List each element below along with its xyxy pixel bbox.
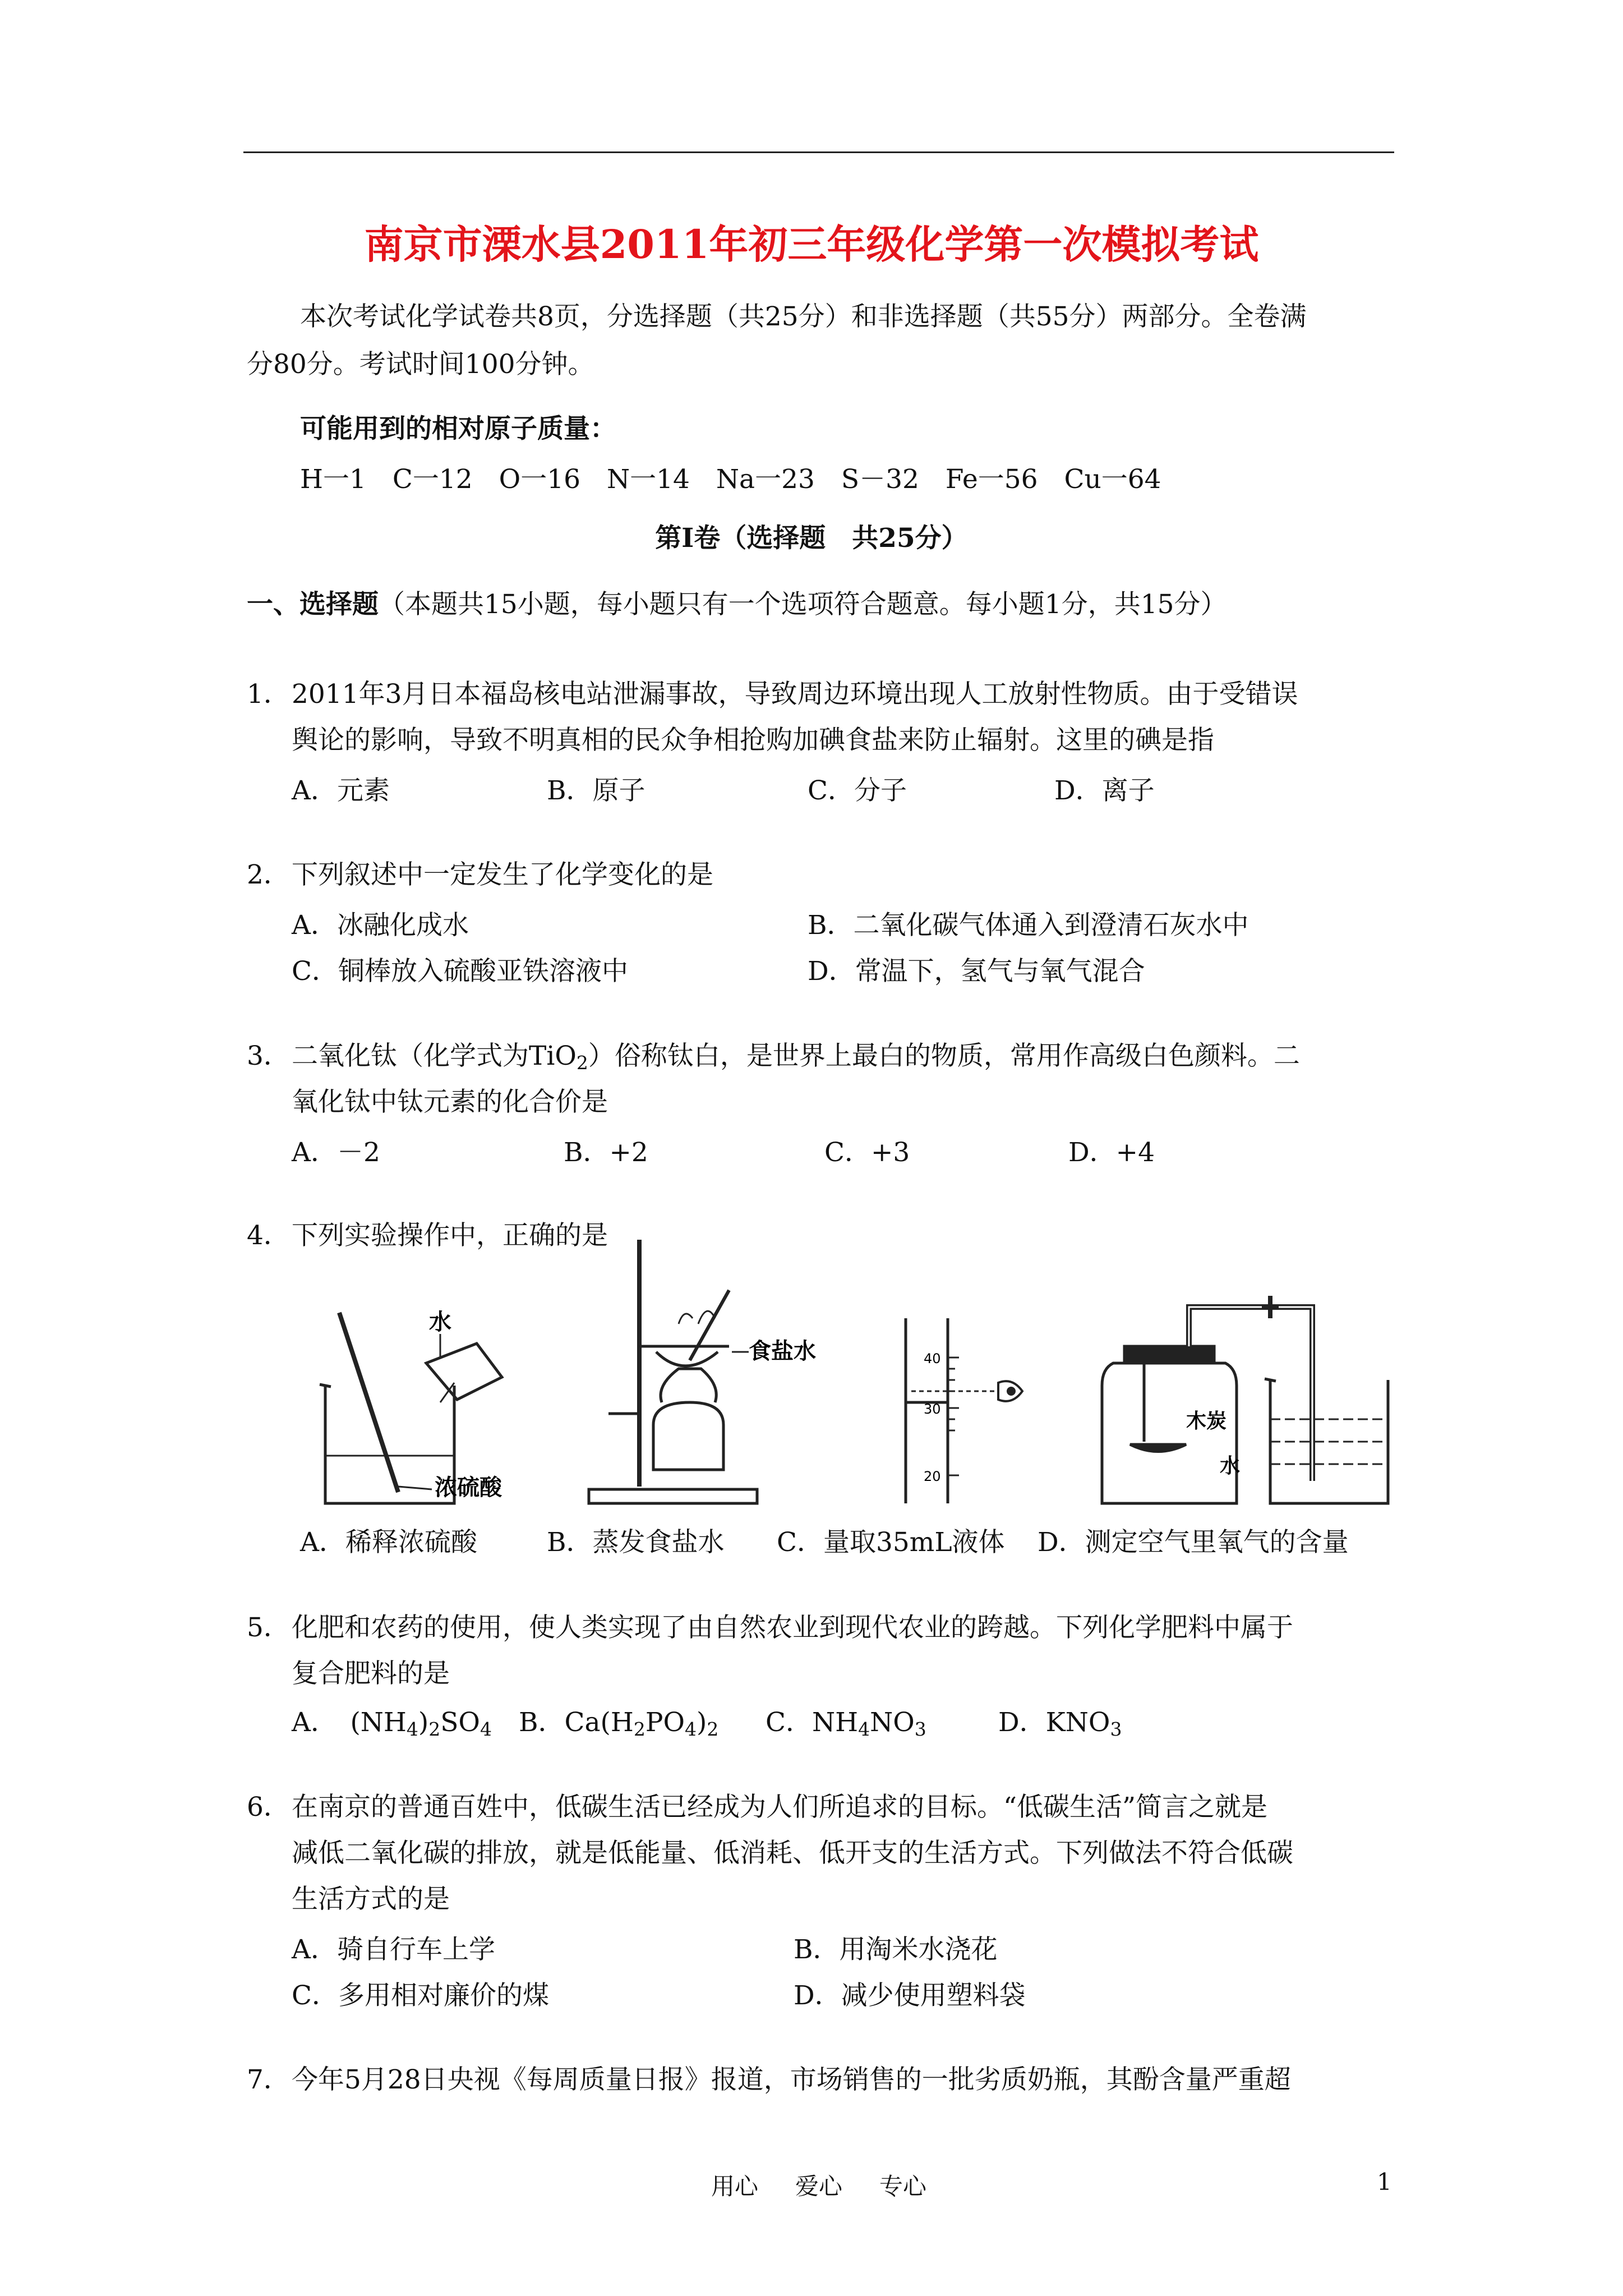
q6-line-3: 生活方式的是	[292, 1884, 450, 1915]
part1-title: 第Ⅰ卷（选择题 共25分）	[655, 523, 968, 554]
intro-line-1: 本次考试化学试卷共8页，分选择题（共25分）和非选择题（共55分）两部分。全卷满	[300, 301, 1307, 332]
q3-line-1-b: ）俗称钛白，是世界上最白的物质，常用作高级白色颜料。二	[588, 1041, 1300, 1071]
q6-line-1: 在南京的普通百姓中，低碳生活已经成为人们所追求的目标。“低碳生活”简言之就是	[292, 1792, 1268, 1823]
q4-option-c: C．量取35mL液体	[777, 1527, 1005, 1558]
footer-motto-2: 爱心	[795, 2173, 843, 2200]
q6-option-b: B．用淘米水浇花	[794, 1934, 998, 1965]
q3-line-1-a: 二氧化钛（化学式为TiO	[292, 1041, 577, 1071]
q1-option-b: B．原子	[547, 775, 645, 806]
q5-option-b: B．$Ca(H_2PO_4)_2$	[519, 1707, 719, 1740]
q3-line-1	[292, 1039, 1300, 1080]
q2-option-d: D．常温下，氢气与氧气混合	[808, 956, 1145, 987]
q4-number: 4．	[247, 1220, 290, 1251]
q5-option-c: C．$NH_4NO_3$	[766, 1707, 926, 1740]
fig-b-brine-label: 食盐水	[749, 1338, 816, 1364]
q5-line-1: 化肥和农药的使用，使人类实现了由自然农业到现代农业的跨越。下列化学肥料中属于	[292, 1612, 1293, 1643]
q2-option-c: C．铜棒放入硫酸亚铁溶液中	[292, 956, 628, 987]
q2-option-b: B．二氧化碳气体通入到澄清石灰水中	[808, 910, 1249, 941]
clamp-icon	[1262, 1296, 1279, 1318]
section1-label: 一、选择题	[247, 589, 379, 620]
q3-line-2: 氧化钛中钛元素的化合价是	[292, 1087, 608, 1117]
q1-option-a: A．元素	[292, 775, 390, 806]
q7-number: 7．	[247, 2064, 290, 2095]
q1-option-d: D．离子	[1054, 775, 1155, 806]
fig-d-charcoal-label: 木炭	[1186, 1410, 1227, 1433]
figure-b-evaporate-brine	[572, 1234, 819, 1515]
fig-d-water-label: 水	[1220, 1455, 1241, 1478]
q6-line-2: 减低二氧化碳的排放，就是低能量、低消耗、低开支的生活方式。下列做法不符合低碳	[292, 1838, 1293, 1869]
q4-option-b: B．蒸发食盐水	[547, 1527, 725, 1558]
q2-number: 2．	[247, 859, 290, 890]
q4-line-1: 下列实验操作中，正确的是	[292, 1220, 608, 1251]
q3-option-b: B．+2	[564, 1137, 648, 1168]
q6-option-c: C．多用相对廉价的煤	[292, 1980, 549, 2011]
fig-a-water-label: 水	[429, 1309, 451, 1335]
page-title: 南京市溧水县2011年初三年级化学第一次模拟考试	[364, 221, 1259, 268]
figure-a-dilute-acid	[314, 1290, 550, 1515]
q4-option-d: D．测定空气里氧气的含量	[1038, 1527, 1349, 1558]
q1-number: 1．	[247, 679, 290, 710]
q5-option-d: D．$KNO_3$	[998, 1707, 1122, 1740]
q3-option-c: C．+3	[824, 1137, 910, 1168]
section1-note: （本题共15小题，每小题只有一个选项符合题意。每小题1分，共15分）	[379, 589, 1227, 620]
q1-line-1: 2011年3月日本福岛核电站泄漏事故，导致周边环境出现人工放射性物质。由于受错误	[292, 679, 1298, 710]
page-number: 1	[1377, 2168, 1392, 2196]
fig-c-tick-30: 30	[924, 1401, 941, 1417]
q1-option-c: C．分子	[808, 775, 907, 806]
q7-line-1: 今年5月28日央视《每周质量日报》报道，市场销售的一批劣质奶瓶，其酚含量严重超	[292, 2064, 1291, 2095]
q2-option-a: A．冰融化成水	[292, 910, 469, 941]
q5-option-a: A． $(NH_4)_2SO_4$	[292, 1707, 492, 1740]
atomic-mass-heading: 可能用到的相对原子质量：	[300, 413, 616, 444]
figure-d-oxygen-apparatus	[1091, 1290, 1405, 1515]
q6-number: 6．	[247, 1792, 290, 1823]
q3-line-1-sub: 2	[576, 1052, 588, 1074]
footer-motto-1: 用心	[711, 2173, 759, 2200]
q5-number: 5．	[247, 1612, 290, 1643]
q5-line-2: 复合肥料的是	[292, 1658, 450, 1689]
q6-option-d: D．减少使用塑料袋	[794, 1980, 1026, 2011]
q3-number: 3．	[247, 1041, 290, 1071]
figure-c-graduated-cylinder	[872, 1313, 1057, 1515]
q1-line-2: 舆论的影响，导致不明真相的民众争相抢购加碘食盐来防止辐射。这里的碘是指	[292, 725, 1214, 756]
q2-line-1: 下列叙述中一定发生了化学变化的是	[292, 859, 713, 890]
fig-c-tick-40: 40	[924, 1351, 941, 1366]
footer-motto-3: 专心	[879, 2173, 927, 2200]
header-rule	[243, 151, 1394, 153]
q3-option-d: D．+4	[1068, 1137, 1155, 1168]
fig-c-tick-20: 20	[924, 1469, 941, 1484]
q4-option-a: A．稀释浓硫酸	[300, 1527, 477, 1558]
q6-option-a: A．骑自行车上学	[292, 1934, 495, 1965]
atomic-mass-list: H一1 C一12 O一16 N一14 Na一23 S－32 Fe一56 Cu一64	[300, 464, 1161, 495]
q3-option-a: A．－2	[292, 1137, 380, 1168]
fig-a-acid-label: 浓硫酸	[435, 1475, 502, 1501]
intro-line-2: 分80分。考试时间100分钟。	[247, 349, 594, 380]
section1-heading	[247, 588, 1227, 622]
